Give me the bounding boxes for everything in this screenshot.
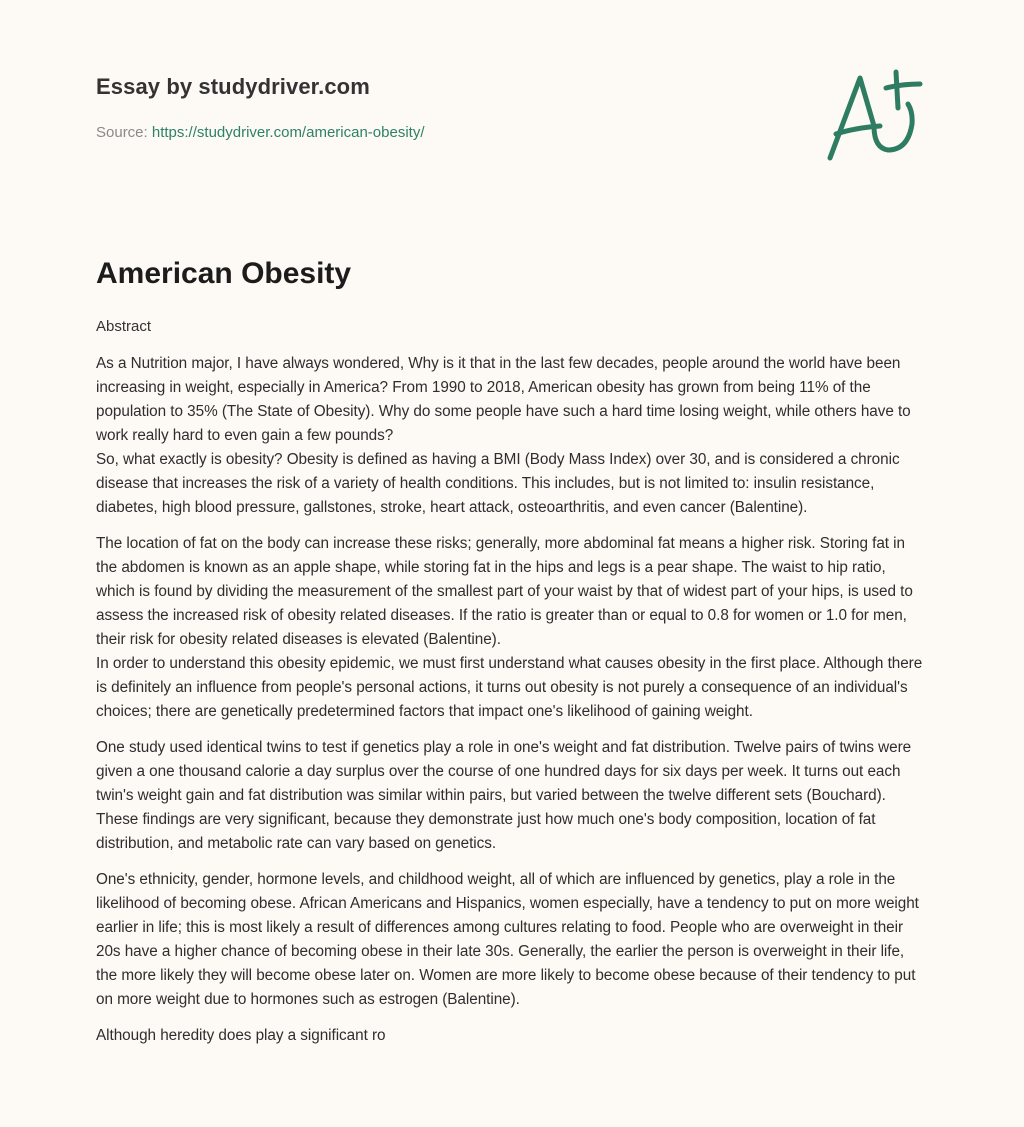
paragraph-truncated: Although heredity does play a significant ro [96, 1027, 386, 1044]
essay-body [96, 254, 928, 1048]
paragraph: One study used identical twins to test if genetics play a role in one's weight and fat distribution. Twelve pairs of twins were given a one thousand calorie a day surplus over the course of one hundred days for six days per week. It turns out each twin's weight gain and fat distribution was similar within pairs, but varied between the twelve different sets (Bouchard). These findings are very significant, because they demonstrate just how much one's body composition, location of fat distribution, and metabolic rate can vary based on genetics. [96, 739, 912, 852]
source-link[interactable]: https://studydriver.com/american-obesity/ [151, 124, 425, 141]
paragraph: So, what exactly is obesity? Obesity is defined as having a BMI (Body Mass Index) over 30, and is considered a chronic disease that increases the risk of a variety of health conditions. This includes, but is not limited to: insulin resistance, diabetes, high blood pressure, gallstones, stroke, heart attack, osteoarthritis, and even cancer (Balentine). [96, 451, 900, 516]
section-label-abstract: Abstract [96, 318, 152, 335]
paragraph: In order to understand this obesity epidemic, we must first understand what causes obesity in the first place. Although there is definitely an influence from people's personal actions, it turns out obesity is not purely a consequence of an individual's choices; there are genetically predetermined factors that impact one's likelihood of gaining weight. [96, 655, 923, 720]
a-plus-grade-icon [822, 66, 932, 166]
essay-title: American Obesity [96, 257, 352, 290]
paragraph: As a Nutrition major, I have always wondered, Why is it that in the last few decades, people around the world have been increasing in weight, especially in America? From 1990 to 2018, American obesity has grown from being 11% of the population to 35% (The State of Obesity). Why do some people have such a hard time losing weight, while others have to work really hard to even gain a few pounds? [96, 355, 911, 444]
source-line [96, 124, 424, 141]
paragraph: One's ethnicity, gender, hormone levels, and childhood weight, all of which are influenced by genetics, play a role in the likelihood of becoming obese. African Americans and Hispanics, women especially, have a tendency to put on more weight earlier in life; this is most likely a result of differences among cultures relating to food. People who are overweight in their 20s have a higher chance of becoming obese in their late 30s. Generally, the earlier the person is overweight in their life, the more likely they will become obese later on. Women are more likely to become obese because of their tendency to put on more weight due to hormones such as estrogen (Balentine). [96, 871, 919, 1008]
essay-header [96, 74, 425, 141]
site-title: Essay by studydriver.com [96, 74, 370, 99]
paragraph: The location of fat on the body can increase these risks; generally, more abdominal fat means a higher risk. Storing fat in the abdomen is known as an apple shape, while storing fat in the hips and legs is a pear shape. The waist to hip ratio, which is found by dividing the measurement of the smallest part of your waist by that of widest part of your hips, is used to assess the increased risk of obesity related diseases. If the ratio is greater than or equal to 0.8 for women or 1.0 for men, their risk for obesity related diseases is elevated (Balentine). [96, 535, 913, 648]
source-label: Source: [96, 124, 152, 141]
